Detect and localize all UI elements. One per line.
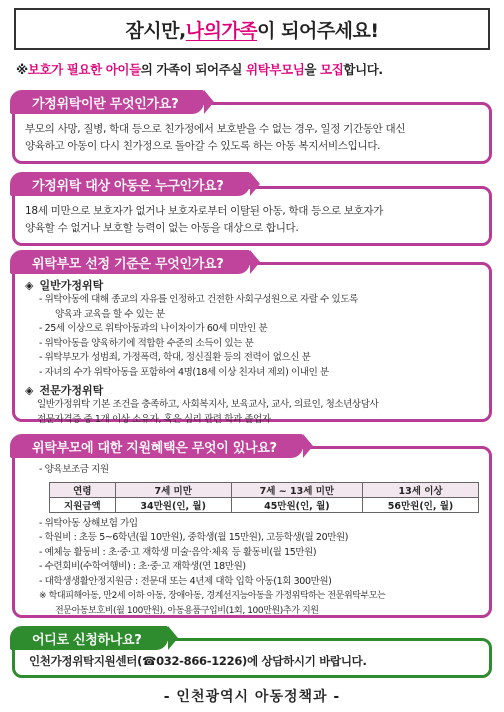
criteria-item: - 위탁아동에 대해 종교의 자유를 인정하고 건전한 사회구성원으로 자랄 수 있도록 xyxy=(39,294,358,305)
tab-how-to-apply: 어디로 신청하나요? xyxy=(10,626,168,650)
general-foster-heading xyxy=(25,277,487,293)
criteria-item: - 위탁아동을 양육하기에 적합한 수준의 소득이 있는 분 xyxy=(39,337,254,349)
subline-foster-parents: 위탁부모님 xyxy=(246,62,305,77)
apply-contact-text: 인천가정위탁지원센터(☎032-866-1226)에 상담하시기 바랍니다. xyxy=(29,654,367,668)
subline-text2: 을 xyxy=(304,62,321,77)
title-highlight-my: 나의 xyxy=(185,19,222,42)
table-cell: 34만원(인, 월) xyxy=(115,497,231,512)
page-title xyxy=(14,8,490,50)
table-header: 7세 미만 xyxy=(115,482,231,497)
section-support-benefits xyxy=(12,446,492,618)
section2-line1: 18세 미만으로 보호자가 없거나 보호자로부터 이탈된 아동, 학대 등으로 보호자가 xyxy=(25,205,384,217)
subline-text: 의 가족이 되어주실 xyxy=(140,62,247,77)
tab-support-benefits: 위탁부모에 대한 지원혜택은 무엇이 있나요? xyxy=(10,434,303,458)
benefit-item: - 학원비 : 초등 5~6학년(월 10만원), 중학생(월 15만원), 고등학생(월 20만원) xyxy=(39,532,349,543)
table-cell: 56만원(인, 월) xyxy=(363,497,479,512)
section1-line1: 부모의 사망, 질병, 학대 등으로 친가정에서 보호받을 수 없는 경우, 일정 기간동안 대신 xyxy=(25,123,406,135)
benefit-note: ※ 학대피해아동, 만2세 이하 아동, 장애아동, 경계선지능아동을 가정위탁하는 전문위탁부모는 xyxy=(39,591,386,601)
criteria-item: 양육과 교육을 할 수 있는 분 xyxy=(55,308,165,320)
tab-target-children: 가정위탁 대상 아동은 누구인가요? xyxy=(10,172,250,196)
section1-line2: 양육하고 아동이 다시 친가정으로 돌아갈 수 있도록 하는 아동 복지서비스입니다. xyxy=(25,140,381,152)
section2-line2: 양육할 수 없거나 보호할 능력이 없는 아동을 대상으로 합니다. xyxy=(25,222,299,234)
benefit-item: - 예체능 활동비 : 초·중·고 재학생 미술·음악·체육 등 활동비(월 15만원) xyxy=(39,546,317,558)
table-cell: 지원금액 xyxy=(50,497,116,512)
general-foster-label: 일반가정위탁 xyxy=(39,279,104,292)
table-header: 13세 이상 xyxy=(363,482,479,497)
criteria-item: - 25세 이상으로 위탁아동과의 나이차이가 60세 미만인 분 xyxy=(39,323,268,334)
tab-what-is-foster: 가정위탁이란 무엇인가요? xyxy=(10,90,204,114)
title-post: 이 되어주세요! xyxy=(257,19,379,42)
subline-end: 합니다. xyxy=(343,62,383,77)
special-criteria-item: 일반가정위탁 기본 조건을 충족하고, 사회복지사, 보육교사, 교사, 의료인, 청소년상담사 xyxy=(37,399,379,410)
criteria-item: - 위탁부모가 성범죄, 가정폭력, 학대, 정신질환 등의 전력이 없으신 분 xyxy=(39,352,311,363)
table-header: 연령 xyxy=(50,482,116,497)
recruit-subline xyxy=(16,60,490,78)
subline-mark: ※ xyxy=(16,62,28,77)
footer-department: - 인천광역시 아동정책과 - xyxy=(163,689,341,705)
subsidy-table xyxy=(49,482,479,513)
table-header: 7세 ~ 13세 미만 xyxy=(231,482,362,497)
title-pre: 잠시만, xyxy=(125,19,186,42)
diamond-bullet-icon: ◈ xyxy=(25,383,34,397)
table-row xyxy=(50,497,479,512)
benefit-item: - 대학생생활안정지원금 : 전문대 또는 4년제 대학 입학 아동(1회 300만원) xyxy=(39,575,332,587)
benefit-item: - 수련회비(수학여행비) : 초·중·고 재학생(연 18만원) xyxy=(39,561,246,572)
tab-selection-criteria: 위탁부모 선정 기준은 무엇인가요? xyxy=(10,250,250,274)
title-highlight-family: 가족 xyxy=(221,19,258,42)
special-criteria-item: 전문자격증 중 1개 이상 소유자, 혹은 심리 관련 학과 졸업자 xyxy=(37,413,271,425)
section-selection-criteria xyxy=(12,262,492,425)
criteria-item: - 자녀의 수가 위탁아동을 포함하여 4명(18세 이상 친자녀 제외) 이내인 분 xyxy=(39,366,329,378)
table-cell: 45만원(인, 월) xyxy=(231,497,362,512)
subline-children: 보호가 필요한 아이들 xyxy=(27,62,141,77)
subsidy-label: - 양육보조금 지원 xyxy=(39,464,109,475)
benefit-note: 전문아동보호비(월 100만원), 아동용품구입비(1회, 100만원)추가 지원 xyxy=(55,605,319,616)
special-foster-label: 전문가정위탁 xyxy=(39,384,104,397)
table-header-row xyxy=(50,482,479,497)
subline-recruit: 모집 xyxy=(320,62,344,77)
benefit-item: - 위탁아동 상해보험 가입 xyxy=(39,517,138,529)
diamond-bullet-icon: ◈ xyxy=(25,278,34,292)
special-foster-heading xyxy=(25,382,487,398)
